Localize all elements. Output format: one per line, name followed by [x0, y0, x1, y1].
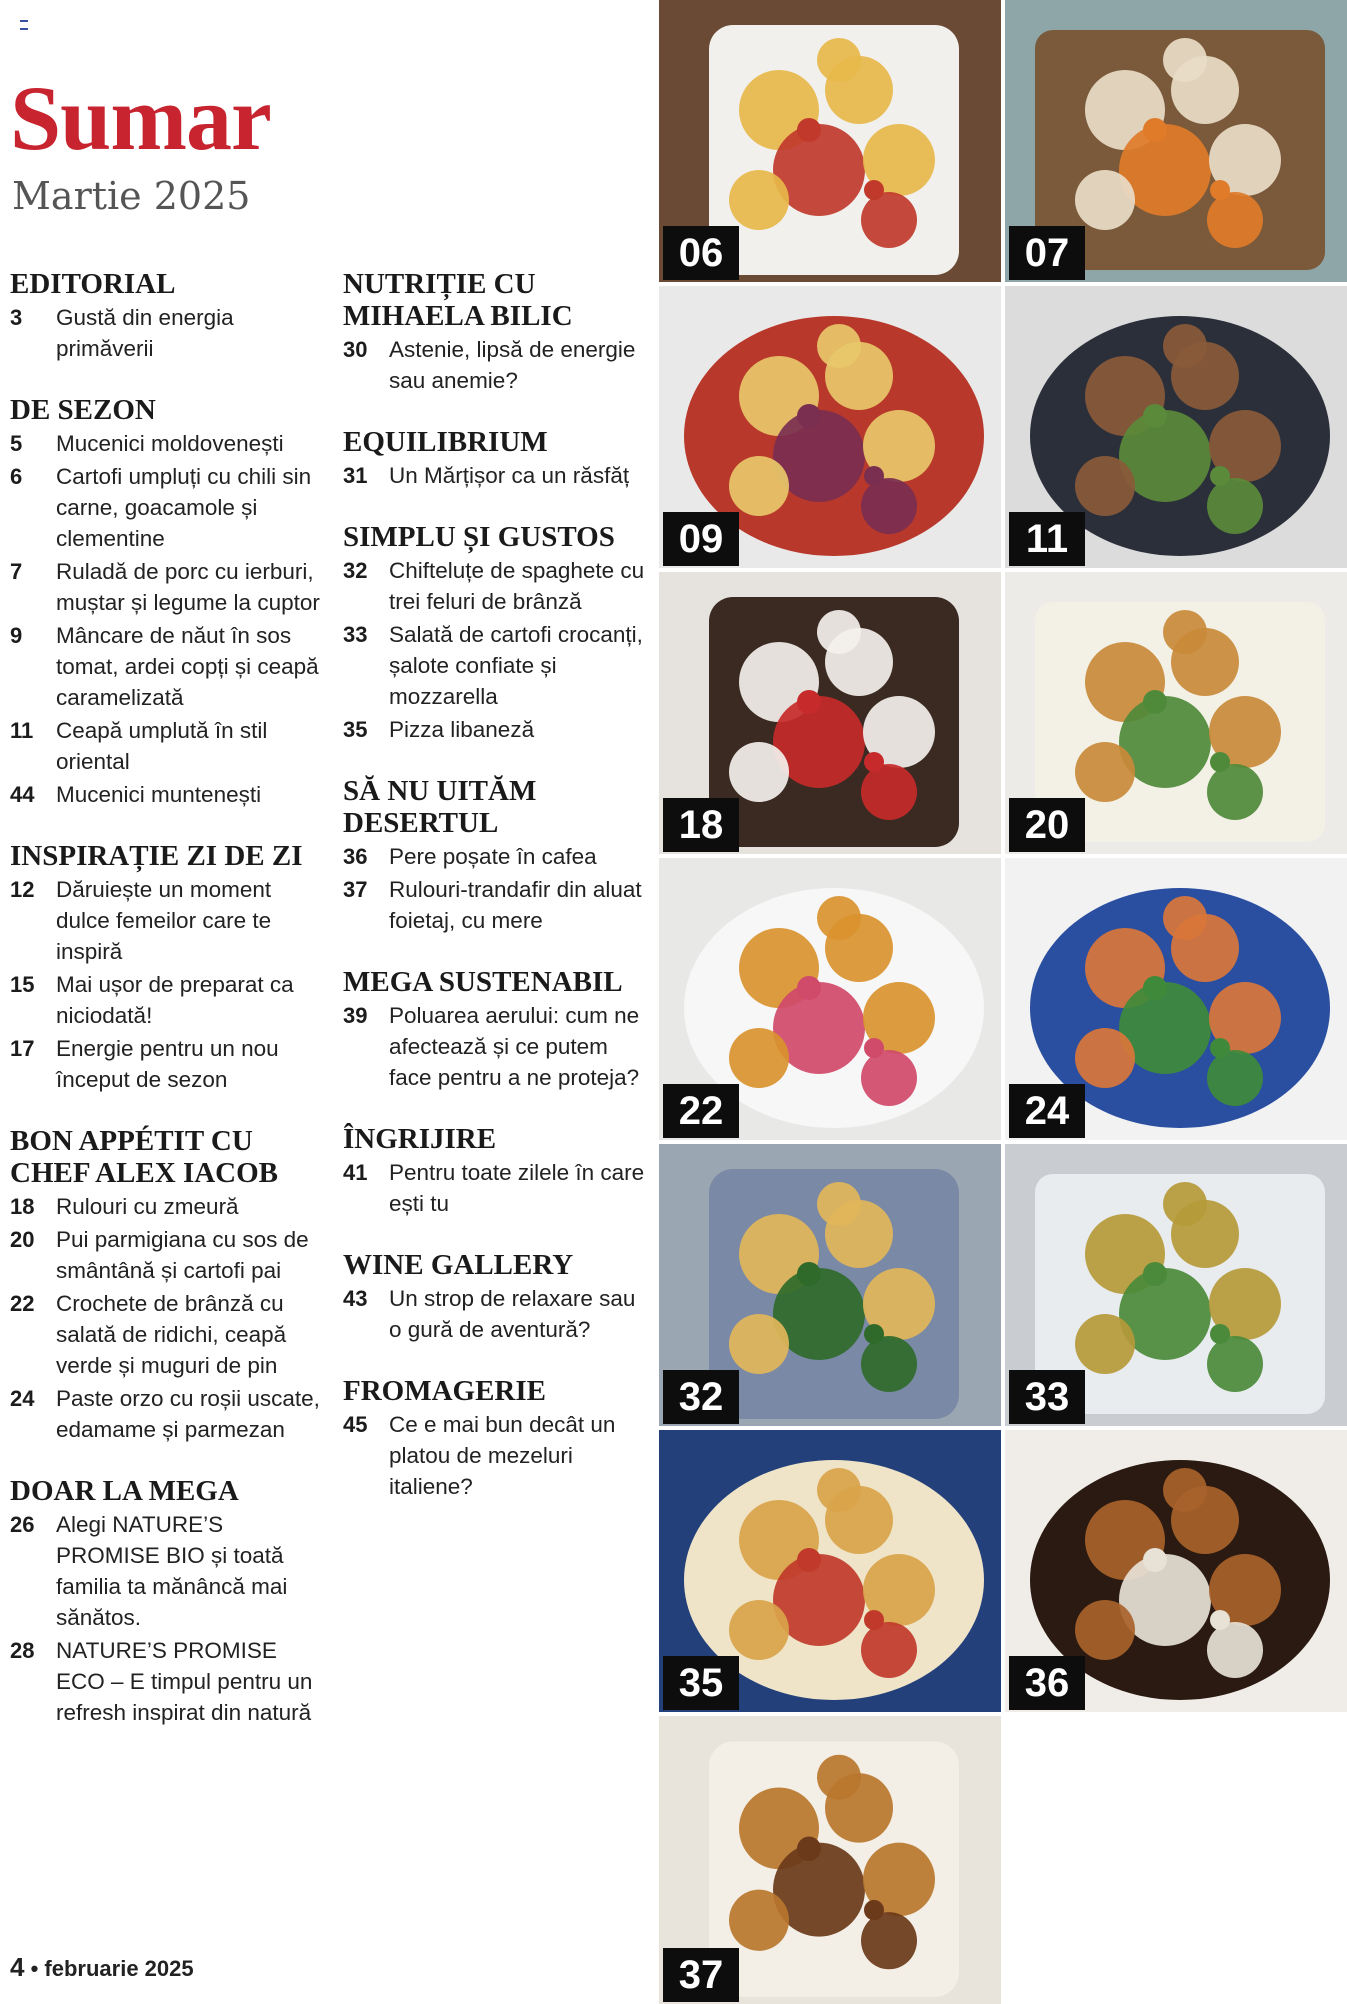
entry-title: Mucenici muntenești	[56, 782, 262, 807]
entry-title: Pizza libaneză	[389, 717, 535, 742]
toc-section	[343, 268, 653, 396]
toc-entry[interactable]	[10, 461, 320, 554]
entry-title: Mucenici moldovenești	[56, 431, 284, 456]
entry-page-number: 12	[10, 877, 35, 902]
toc-column-middle	[343, 268, 653, 1532]
entry-page-number: 26	[10, 1512, 35, 1537]
toc-entry[interactable]	[10, 1635, 320, 1728]
toc-entry[interactable]	[10, 620, 320, 713]
entry-title: Mâncare de năut în sos tomat, ardei copți și ceapă caramelizată	[56, 623, 319, 710]
photo-page-badge: 11	[1009, 512, 1085, 566]
photo-page-badge: 18	[663, 798, 739, 852]
entry-title: Pui parmigiana cu sos de smântână și cartofi pai	[56, 1227, 309, 1283]
entry-title: Un strop de relaxare sau o gură de aventură?	[389, 1286, 636, 1342]
entry-page-number: 11	[10, 718, 34, 743]
entry-page-number: 28	[10, 1638, 35, 1663]
entry-page-number: 20	[10, 1227, 35, 1252]
entry-page-number: 33	[343, 622, 368, 647]
recipe-photo[interactable]	[1005, 1430, 1347, 1712]
entry-page-number: 43	[343, 1286, 368, 1311]
entry-page-number: 41	[343, 1160, 368, 1185]
toc-entry[interactable]	[343, 1157, 653, 1219]
toc-section	[343, 775, 653, 936]
entry-title: Alegi NATURE’S PROMISE BIO și toată familia ta mănâncă mai sănătos.	[56, 1512, 288, 1630]
photo-page-badge: 22	[663, 1084, 739, 1138]
recipe-photo[interactable]	[659, 1716, 1001, 2004]
photo-grid	[659, 0, 1347, 2000]
section-heading: EQUILIBRIUM	[343, 426, 548, 458]
photo-page-badge: 37	[663, 1948, 739, 2002]
toc-entry[interactable]	[343, 555, 653, 617]
entry-title: Mai ușor de preparat ca niciodată!	[56, 972, 294, 1028]
photo-page-badge: 33	[1009, 1370, 1085, 1424]
toc-entry[interactable]	[10, 302, 320, 364]
toc-entry[interactable]	[343, 1283, 653, 1345]
recipe-photo[interactable]	[1005, 1144, 1347, 1426]
entry-title: Pere poșate în cafea	[389, 844, 597, 869]
entry-page-number: 39	[343, 1003, 368, 1028]
toc-entry[interactable]	[343, 619, 653, 712]
photo-page-badge: 20	[1009, 798, 1085, 852]
entry-title: Astenie, lipsă de energie sau anemie?	[389, 337, 636, 393]
photo-page-badge: 24	[1009, 1084, 1085, 1138]
toc-entry[interactable]	[343, 1000, 653, 1093]
entry-title: Salată de cartofi crocanți, șalote confiate și mozzarella	[389, 622, 643, 709]
recipe-photo[interactable]	[659, 286, 1001, 568]
entry-page-number: 45	[343, 1412, 368, 1437]
entry-title: Pentru toate zilele în care ești tu	[389, 1160, 645, 1216]
toc-entry[interactable]	[10, 1224, 320, 1286]
entry-page-number: 17	[10, 1036, 35, 1061]
section-heading: DE SEZON	[10, 394, 156, 426]
toc-entry[interactable]	[343, 714, 653, 745]
recipe-photo[interactable]	[659, 1430, 1001, 1712]
footer-separator: •	[30, 1956, 39, 1981]
section-heading: ÎNGRIJIRE	[343, 1123, 497, 1155]
entry-page-number: 37	[343, 877, 368, 902]
toc-entry[interactable]	[343, 1409, 653, 1502]
photo-page-badge: 36	[1009, 1656, 1085, 1710]
entry-title: Crochete de brânză cu salată de ridichi, ceapă verde și muguri de pin	[56, 1291, 287, 1378]
section-heading: SĂ NU UITĂM DESERTUL	[343, 775, 537, 839]
toc-section	[343, 1375, 653, 1502]
entry-title: Energie pentru un nou început de sezon	[56, 1036, 279, 1092]
section-heading: SIMPLU ȘI GUSTOS	[343, 521, 615, 553]
recipe-photo[interactable]	[1005, 0, 1347, 282]
recipe-photo[interactable]	[1005, 858, 1347, 1140]
entry-title: Rulouri cu zmeură	[56, 1194, 239, 1219]
entry-page-number: 22	[10, 1291, 35, 1316]
photo-page-badge: 06	[663, 226, 739, 280]
toc-entry[interactable]	[10, 1033, 320, 1095]
entry-title: Paste orzo cu roșii uscate, edamame și parmezan	[56, 1386, 320, 1442]
toc-section	[343, 521, 653, 745]
toc-entry[interactable]	[10, 779, 320, 810]
photo-page-badge: 32	[663, 1370, 739, 1424]
toc-entry[interactable]	[343, 841, 653, 872]
section-heading: INSPIRAȚIE ZI DE ZI	[10, 840, 303, 872]
section-heading: BON APPÉTIT CU CHEF ALEX IACOB	[10, 1125, 279, 1189]
page-title: Sumar	[10, 67, 271, 169]
entry-title: NATURE’S PROMISE ECO – E timpul pentru un refresh inspirat din natură	[56, 1638, 313, 1725]
toc-section	[10, 1125, 320, 1445]
toc-column-left	[10, 268, 320, 1758]
toc-section	[10, 394, 320, 810]
entry-page-number: 18	[10, 1194, 35, 1219]
entry-title: Ce e mai bun decât un platou de mezeluri italiene?	[389, 1412, 616, 1499]
toc-section	[343, 1123, 653, 1219]
entry-title: Chifteluțe de spaghete cu trei feluri de brânză	[389, 558, 645, 614]
section-heading: EDITORIAL	[10, 268, 176, 300]
photo-page-badge: 07	[1009, 226, 1085, 280]
toc-entry[interactable]	[10, 428, 320, 459]
entry-page-number: 15	[10, 972, 35, 997]
recipe-photo[interactable]	[659, 0, 1001, 282]
toc-entry[interactable]	[10, 969, 320, 1031]
entry-page-number: 36	[343, 844, 368, 869]
recipe-photo[interactable]	[1005, 286, 1347, 568]
toc-section	[343, 426, 653, 491]
toc-entry[interactable]	[10, 874, 320, 967]
photo-page-badge: 35	[663, 1656, 739, 1710]
entry-page-number: 7	[10, 559, 23, 584]
toc-entry[interactable]	[10, 1383, 320, 1445]
entry-title: Rulouri-trandafir din aluat foietaj, cu mere	[389, 877, 642, 933]
page-footer	[10, 1952, 194, 1983]
toc-entry[interactable]	[343, 460, 653, 491]
recipe-photo[interactable]	[659, 572, 1001, 854]
toc-entry[interactable]	[10, 1288, 320, 1381]
section-heading: DOAR LA MEGA	[10, 1475, 239, 1507]
entry-page-number: 32	[343, 558, 368, 583]
section-heading: MEGA SUSTENABIL	[343, 966, 623, 998]
entry-page-number: 44	[10, 782, 35, 807]
toc-section	[10, 840, 320, 1095]
entry-title: Un Mărțișor ca un răsfăț	[389, 463, 630, 488]
toc-entry[interactable]	[10, 1191, 320, 1222]
toc-section	[343, 966, 653, 1093]
entry-page-number: 31	[343, 463, 368, 488]
toc-entry[interactable]	[343, 334, 653, 396]
recipe-photo[interactable]	[1005, 572, 1347, 854]
footer-issue: februarie 2025	[44, 1956, 194, 1981]
entry-title: Ruladă de porc cu ierburi, muștar și legume la cuptor	[56, 559, 320, 615]
recipe-photo[interactable]	[659, 1144, 1001, 1426]
toc-section	[10, 268, 320, 364]
toc-entry[interactable]	[10, 715, 320, 777]
toc-section	[10, 1475, 320, 1728]
entry-title: Gustă din energia primăverii	[56, 305, 234, 361]
entry-title: Cartofi umpluți cu chili sin carne, goacamole și clementine	[56, 464, 312, 551]
toc-section	[343, 1249, 653, 1345]
toc-entry[interactable]	[10, 556, 320, 618]
entry-page-number: 9	[10, 623, 23, 648]
footer-page-number: 4	[10, 1952, 25, 1982]
entry-page-number: 24	[10, 1386, 35, 1411]
entry-page-number: 35	[343, 717, 368, 742]
section-heading: NUTRIȚIE CU MIHAELA BILIC	[343, 268, 573, 332]
entry-page-number: 6	[10, 464, 23, 489]
entry-title: Poluarea aerului: cum ne afectează și ce putem face pentru a ne proteja?	[389, 1003, 640, 1090]
entry-page-number: 30	[343, 337, 368, 362]
entry-title: Ceapă umplută în stil oriental	[56, 718, 268, 774]
corner-mark	[20, 20, 28, 30]
entry-title: Dăruiește un moment dulce femeilor care te inspiră	[56, 877, 272, 964]
issue-subtitle: Martie 2025	[12, 174, 251, 218]
toc-entry[interactable]	[10, 1509, 320, 1633]
entry-page-number: 5	[10, 431, 23, 456]
section-heading: WINE GALLERY	[343, 1249, 574, 1281]
photo-page-badge: 09	[663, 512, 739, 566]
entry-page-number: 3	[10, 305, 23, 330]
section-heading: FROMAGERIE	[343, 1375, 546, 1407]
toc-entry[interactable]	[343, 874, 653, 936]
recipe-photo[interactable]	[659, 858, 1001, 1140]
